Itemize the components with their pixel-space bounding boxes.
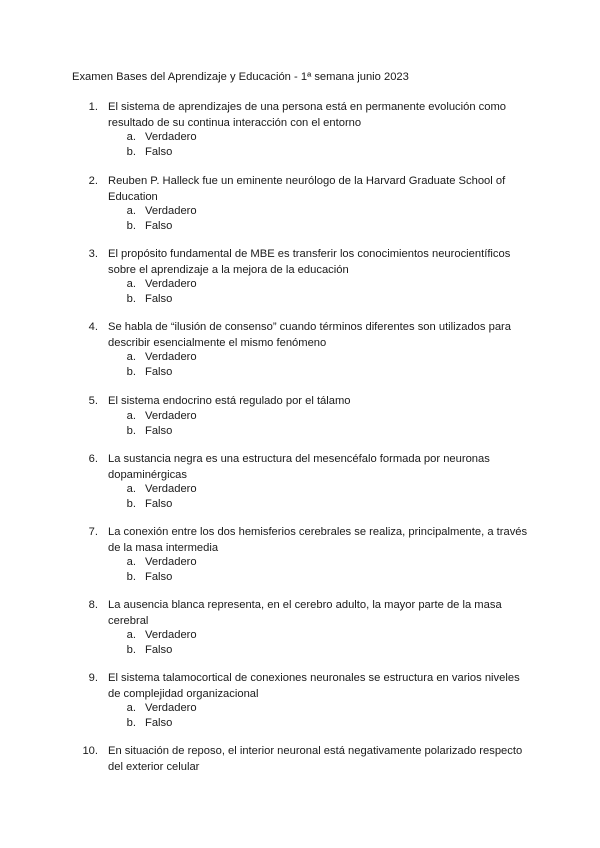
option-label: a. xyxy=(126,629,136,641)
option-label: a. xyxy=(126,278,136,290)
option-label: a. xyxy=(126,205,136,217)
question-number: 10. xyxy=(82,745,98,757)
option-label: b. xyxy=(126,571,136,583)
option-label: b. xyxy=(126,220,136,232)
option-text: Falso xyxy=(145,293,173,305)
question-text: En situación de reposo, el interior neuronal está negativamente polarizado respecto del exterior celular xyxy=(108,745,523,773)
option-text: Falso xyxy=(145,146,173,158)
option-text: Falso xyxy=(145,644,173,656)
question-number: 1. xyxy=(88,101,98,113)
option-b[interactable] xyxy=(0,716,600,731)
option-label: b. xyxy=(126,498,136,510)
option-text: Verdadero xyxy=(145,410,197,422)
option-label: b. xyxy=(126,425,136,437)
option-a[interactable] xyxy=(0,204,600,219)
option-text: Verdadero xyxy=(145,556,197,568)
option-text: Falso xyxy=(145,571,173,583)
option-label: b. xyxy=(126,293,136,305)
question-text: El sistema talamocortical de conexiones neuronales se estructura en varios niveles de complejidad organizacional xyxy=(108,672,520,700)
option-text: Verdadero xyxy=(145,131,197,143)
option-a[interactable] xyxy=(0,628,600,643)
option-text: Verdadero xyxy=(145,629,197,641)
question-text: La sustancia negra es una estructura del mesencéfalo formada por neuronas dopaminérgicas xyxy=(108,453,490,481)
option-text: Verdadero xyxy=(145,702,197,714)
option-text: Falso xyxy=(145,498,173,510)
page-title: Examen Bases del Aprendizaje y Educación - 1ª semana junio 2023 xyxy=(72,71,409,83)
option-b[interactable] xyxy=(0,219,600,234)
question-number: 8. xyxy=(88,599,98,611)
question-text: El sistema de aprendizajes de una persona está en permanente evolución como resultado de su continua interacción con el entorno xyxy=(108,101,507,129)
option-a[interactable] xyxy=(0,130,600,145)
option-text: Falso xyxy=(145,717,173,729)
option-text: Verdadero xyxy=(145,351,197,363)
option-b[interactable] xyxy=(0,643,600,658)
option-b[interactable] xyxy=(0,424,600,439)
option-label: a. xyxy=(126,702,136,714)
option-text: Verdadero xyxy=(145,205,197,217)
option-a[interactable] xyxy=(0,482,600,497)
option-text: Falso xyxy=(145,220,173,232)
question-text: Reuben P. Halleck fue un eminente neurólogo de la Harvard Graduate School of Education xyxy=(108,175,506,203)
question-text: El propósito fundamental de MBE es transferir los conocimientos neurocientíficos sobre el aprendizaje a la mejora de la educación xyxy=(108,248,511,276)
option-text: Verdadero xyxy=(145,278,197,290)
option-label: b. xyxy=(126,717,136,729)
option-label: b. xyxy=(126,644,136,656)
option-label: a. xyxy=(126,131,136,143)
option-a[interactable] xyxy=(0,277,600,292)
option-text: Falso xyxy=(145,425,173,437)
option-b[interactable] xyxy=(0,292,600,307)
option-b[interactable] xyxy=(0,570,600,585)
option-b[interactable] xyxy=(0,365,600,380)
question-number: 7. xyxy=(88,526,98,538)
question-number: 4. xyxy=(88,321,98,333)
option-text: Verdadero xyxy=(145,483,197,495)
option-label: a. xyxy=(126,351,136,363)
question-number: 2. xyxy=(88,175,98,187)
question-number: 6. xyxy=(88,453,98,465)
option-label: b. xyxy=(126,146,136,158)
option-a[interactable] xyxy=(0,350,600,365)
option-text: Falso xyxy=(145,366,173,378)
question-text: Se habla de “ilusión de consenso” cuando términos diferentes son utilizados para describir esencialmente el mismo fenómeno xyxy=(108,321,511,349)
option-a[interactable] xyxy=(0,409,600,424)
option-label: a. xyxy=(126,410,136,422)
question-number: 3. xyxy=(88,248,98,260)
option-label: b. xyxy=(126,366,136,378)
option-a[interactable] xyxy=(0,555,600,570)
option-label: a. xyxy=(126,483,136,495)
option-b[interactable] xyxy=(0,145,600,160)
option-a[interactable] xyxy=(0,701,600,716)
option-label: a. xyxy=(126,556,136,568)
question-text: La ausencia blanca representa, en el cerebro adulto, la mayor parte de la masa cerebral xyxy=(108,599,502,627)
option-b[interactable] xyxy=(0,497,600,512)
question-number: 9. xyxy=(88,672,98,684)
question-text: El sistema endocrino está regulado por el tálamo xyxy=(108,395,351,407)
question-number: 5. xyxy=(88,395,98,407)
question-text: La conexión entre los dos hemisferios cerebrales se realiza, principalmente, a través de la masa intermedia xyxy=(108,526,528,554)
